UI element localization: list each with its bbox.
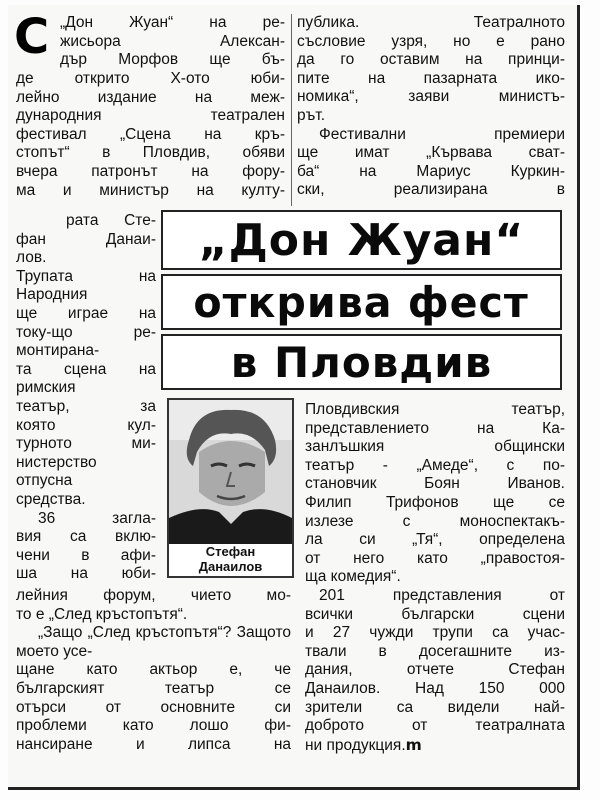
text-line: ща комедия“. <box>305 568 401 586</box>
text-line: дания, отчете Стефан <box>305 661 565 679</box>
text-line: рата Сте- <box>66 212 156 229</box>
text-line: нистерство <box>16 453 97 471</box>
text-line: току-що ре- <box>16 323 156 341</box>
column2-top <box>297 14 565 200</box>
column1-narrow <box>16 212 156 584</box>
text-line: лейния форум, чието мо- <box>16 587 291 604</box>
text-line: щане като актьор е, че <box>16 661 291 679</box>
text-line: от него като „правостоя- <box>305 549 565 567</box>
text-line: становчик Боян Иванов. <box>305 475 565 493</box>
text-line: 201 представления от <box>319 586 565 604</box>
text-line: ще имат „Кървава сват- <box>297 144 565 162</box>
text-line: Трупата на <box>16 267 156 285</box>
text-line: фан Данаи- <box>16 230 156 248</box>
text-line: средства. <box>16 490 86 508</box>
portrait-photo <box>167 398 294 578</box>
text-line: проблеми като лошо фи- <box>16 717 291 735</box>
headline-text: в Пловдив <box>230 337 493 387</box>
text-line: нансиране и липса на <box>16 735 291 753</box>
text-line: Филип Трифонов ще се <box>305 493 565 511</box>
text-line: която кул- <box>16 416 156 434</box>
text-line: дър Морфов ще бъ- <box>60 51 285 69</box>
text-line: пите на пазарната ико- <box>297 69 565 87</box>
text-line: турното ми- <box>16 435 156 453</box>
column1-bottom <box>16 587 291 754</box>
text-line: „Дон Жуан“ на ре- <box>60 14 285 31</box>
text-line: рът. <box>297 106 325 124</box>
text-line: отпусна <box>16 472 73 490</box>
text-line: лейно издание на меж- <box>16 88 285 106</box>
text-line: номика“, заяви министъ- <box>297 88 565 106</box>
text-line: Фестивални премиери <box>319 125 565 143</box>
drop-cap: С <box>14 9 50 65</box>
text-line: ша на юби- <box>16 565 156 583</box>
text-line: отърси от основните си <box>16 698 291 716</box>
photo-caption <box>169 544 292 574</box>
text-line: българският театър се <box>16 679 291 697</box>
text-line: ще играе на <box>16 304 156 322</box>
text-line: жисьора Алексан- <box>60 32 285 50</box>
text-line: театър - „Амеде“, с по- <box>305 456 565 474</box>
text-line: римския <box>16 379 76 397</box>
text-line: твали в досегашните из- <box>305 642 565 660</box>
column1-top-full <box>16 70 285 200</box>
headline-line-1 <box>161 210 562 270</box>
text-line: Данаилов. Над 150 000 <box>305 679 565 697</box>
text-line: Пловдивския театър, <box>305 401 565 418</box>
column-divider <box>291 14 292 206</box>
text-line: доброто от театралната <box>305 717 565 735</box>
text-line: ски, реализирана в <box>297 181 565 199</box>
text-line: да го оставим на принци- <box>297 51 565 69</box>
text-line: 36 загла- <box>38 509 156 527</box>
headline-line-3 <box>161 334 562 390</box>
text-line <box>305 736 565 756</box>
text-line: занлъшкия общински <box>305 438 565 456</box>
text-line: публика. Театралното <box>297 14 565 31</box>
text-line: стопът“ в Пловдив, обяви <box>16 144 285 162</box>
text-line: дународния театрален <box>16 107 285 125</box>
paragraph: „Защо „След кръстопътя“? Защото моето усе- <box>16 624 291 660</box>
headline-text: открива фест <box>193 277 530 327</box>
end-mark: m <box>405 735 422 754</box>
text-line: съсловие узря, но е рано <box>297 32 565 50</box>
text-line: ла си „Тя“, определена <box>305 531 565 549</box>
text-line: вчера патронът на фору- <box>16 162 285 180</box>
text-line: фестивал „Сцена на кръ- <box>16 125 285 143</box>
text-line: зрители са видели най- <box>305 698 565 716</box>
text-line: театър, за <box>16 397 156 415</box>
text-line: монтирана- <box>16 342 100 360</box>
text-line: лов. <box>16 249 47 267</box>
text-line: ма и министър на култу- <box>16 181 285 199</box>
text-line: Народния <box>16 286 88 304</box>
text-line: представлението на Ка- <box>305 419 565 437</box>
text-line: вия са вклю- <box>16 528 156 546</box>
text-line: то е „След кръстопътя“. <box>16 605 188 623</box>
closing-text: ни продукция. <box>305 736 406 754</box>
text-line: чени в афи- <box>16 546 156 564</box>
text-line: и 27 чужди трупи са учас- <box>305 624 565 642</box>
text-line: та сцена на <box>16 360 156 378</box>
caption-line: Стефан <box>205 544 256 559</box>
column1-top <box>60 14 285 70</box>
caption-line: Данаилов <box>198 559 263 574</box>
text-line: ба“ на Мариус Куркин- <box>297 162 565 180</box>
portrait-image <box>169 400 292 544</box>
text-line: излезе с моноспектакъ- <box>305 512 565 530</box>
text-line: де открито Х-ото юби- <box>16 70 285 87</box>
headline-text: „Дон Жуан“ <box>198 214 525 266</box>
headline-line-2 <box>161 274 562 330</box>
column2-bottom <box>305 401 565 755</box>
text-line: всички български сцени <box>305 605 565 623</box>
